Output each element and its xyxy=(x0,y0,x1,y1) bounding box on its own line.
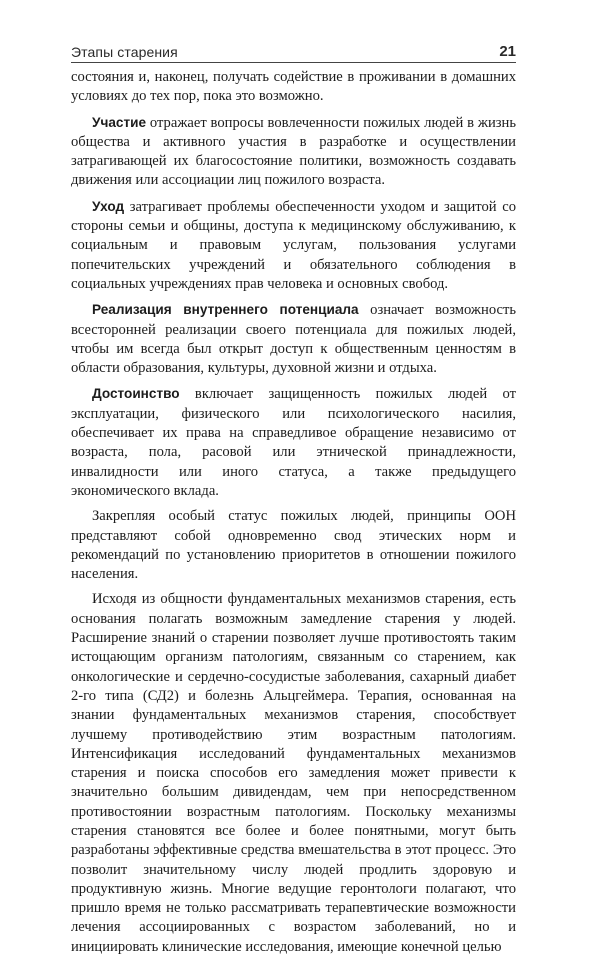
body-text xyxy=(71,68,516,957)
paragraph-term: Участие xyxy=(92,114,147,130)
paragraph-term: Реализация внутреннего потенциала xyxy=(92,302,359,318)
page-number: 21 xyxy=(499,43,516,60)
paragraph-continuation xyxy=(71,68,516,107)
running-header xyxy=(71,38,516,60)
paragraph-term: Уход xyxy=(92,198,125,214)
paragraph-text: означает возможность всесторонней реализации своего потенциала для пожилых людей, чтобы им всегда был открыт доступ к общественным ценностям в области образования, культуры, духовной жизни и отдыха. xyxy=(71,302,516,377)
paragraph-text: включает защищенность пожилых людей от эксплуатации, физического или психологического насилия, обеспечивает их права на справедливое обращение независимо от возраста, пола, расовой или этнической принадлежности, инвалидности или иного статуса, а также предыдущего экономического вклада. xyxy=(71,386,516,499)
paragraph-text: состояния и, наконец, получать содействие в проживании в домашних условиях до тех пор, пока это возможно. xyxy=(71,69,516,105)
paragraph-self-fulfilment xyxy=(71,300,516,378)
paragraph-text: Исходя из общности фундаментальных механизмов старения, есть основания полагать возможным замедление старения у людей. Расширение знаний о старении позволяет лучше противостоять таким истощающим организм патологиям, связанным со старением, как онкологические и сердечно-сосудистые заболевания, сахарный диабет 2-го типа (СД2) и болезнь Альцгеймера. Терапия, основанная на знании фундаментальных механизмов старения, способствует лучшему противодействию этим возрастным патологиям. Интенсификация исследований фундаментальных механизмов старения и поиска способов его замедления может привести к значительно большим дивидендам, чем при непосредственном противостоянии возрастным патологиям. Поскольку механизмы старения становятся все более и более понятными, могут быть разработаны эффективные средства вмешательства в этот процесс. Это позволит значительному числу людей продлить здоровую и продуктивную жизнь. Многие ведущие геронтологи полагают, что пришло время не только рассматривать терапевтические возможности лечения ассоциированных с возрастом заболеваний, но и инициировать клинические исследования, имеющие конечной целью xyxy=(71,591,516,955)
paragraph-participation xyxy=(71,113,516,191)
paragraph-dignity xyxy=(71,384,516,501)
paragraph-text: отражает вопросы вовлеченности пожилых людей в жизнь общества и активного участия в разработке и осуществлении затрагивающей их благосостояние политики, возможность создавать движения или ассоциации лиц пожилого возраста. xyxy=(71,114,516,189)
paragraph-text: Закрепляя особый статус пожилых людей, принципы ООН представляют собой одновременно свод этических норм и рекомендаций по установлению приоритетов в отношении пожилого населения. xyxy=(71,508,516,583)
paragraph-un-principles xyxy=(71,507,516,584)
paragraph-term: Достоинство xyxy=(92,386,180,402)
paragraph-aging-mechanisms xyxy=(71,590,516,957)
header-divider xyxy=(71,62,516,63)
paragraph-text: затрагивает проблемы обеспеченности уходом и защитой со стороны семьи и общины, доступа к медицинскому обслуживанию, к социальным и правовым услугам, пользования услугами попечительских учреждений и обязательного соблюдения в социальных учреждениях прав человека и основных свобод. xyxy=(71,198,516,292)
paragraph-care xyxy=(71,197,516,294)
section-title: Этапы старения xyxy=(71,44,178,60)
